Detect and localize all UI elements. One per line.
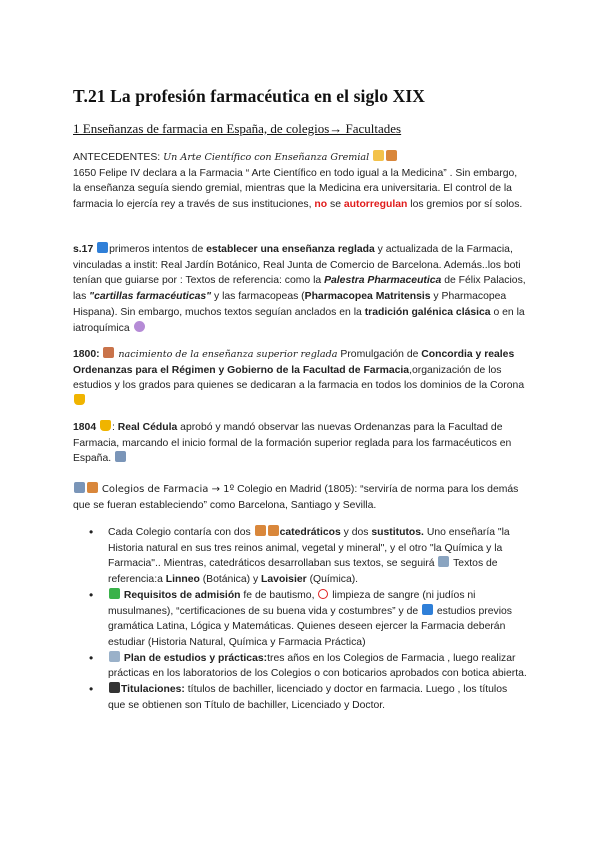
bullet-1-text-3: Uno enseñaría "la Historia natural en sus tres reinos animal, vegetal y mineral", y el otro "la Química y la Farmacia".. Mientras, catedráticos desarrollaban sus textos, se seguirá xyxy=(108,527,510,570)
s17-text-2: y actualizada de la Farmacia, vinculadas a instit: Real Jardín Botánico, Real Junta de Comercio de Barcelona. Además..los boti tenían que guiarse por : Textos de referencia: como la xyxy=(73,244,521,287)
bullet-4-text-1: títulos de bachiller, licenciado y doctor en farmacia. Luego , los títulos que se obtienen son Título de bachiller, Licenciado y Doctor. xyxy=(108,684,508,711)
bullet-1-catedraticos: catedráticos xyxy=(279,527,341,538)
bullet-2-text-2: limpieza de sangre (ni judíos ni musulmanes), “certificaciones de su buena vida y costumbres” y de xyxy=(108,589,476,617)
antecedentes-text-2: se xyxy=(327,199,344,211)
s17-matritensis: Pharmacopea Matritensis xyxy=(304,291,431,303)
bullet-1-text-4: Textos de referencia:a xyxy=(108,558,498,586)
y1804-text-0: : xyxy=(112,422,118,433)
s17-text-5: y Pharmacopea Hispana). Sin embargo, muchos textos seguían anclados en la xyxy=(73,291,507,318)
s17-label: s.17 xyxy=(73,244,94,255)
bullet-2-text-1: fe de bautismo, xyxy=(240,589,318,601)
list-item xyxy=(73,525,527,588)
s17-paragraph xyxy=(73,242,527,336)
antecedentes-paragraph xyxy=(73,150,527,213)
y1800-text-2: ,organización de los estudios y los grados para quienes se dedicaran a la farmacia en todos los dominios de la Corona xyxy=(73,364,525,392)
list-item xyxy=(73,682,527,713)
y1800-label: 1800: xyxy=(73,349,100,360)
teacher-icon xyxy=(386,150,397,161)
check-icon xyxy=(109,588,120,599)
y1800-cursive: nacimiento de la enseñanza superior reglada xyxy=(118,349,338,360)
s17-bold-1: establecer una enseñanza reglada xyxy=(206,244,375,255)
list-item xyxy=(73,651,527,682)
bank-icon xyxy=(74,482,85,493)
bullet-1-text-6: (Química). xyxy=(306,574,359,586)
graduation-cap-icon xyxy=(109,682,120,693)
y1804-label: 1804 xyxy=(73,422,97,433)
crown-icon xyxy=(100,420,111,431)
antecedentes-cursive: Un Arte Científico con Enseñanza Gremial xyxy=(163,152,370,163)
bullet-1-lavoisier: Lavoisier xyxy=(261,574,307,586)
s17-text-1: primeros intentos de xyxy=(109,244,207,255)
bullet-1-sustitutos: sustitutos. xyxy=(371,527,424,538)
s17-cartillas: "cartillas farmacéuticas" xyxy=(89,291,212,303)
s17-text-6: o en la iatroquímica xyxy=(73,306,525,334)
school-icon xyxy=(103,347,114,358)
y1800-concordia: Concordia y reales Ordenanzas para el Régimen y Gobierno de la Facultad de Farmacia xyxy=(73,349,515,376)
y1800-text-1: Promulgación de xyxy=(337,349,422,360)
microscope-icon xyxy=(438,556,449,567)
list-item xyxy=(73,588,527,651)
crown-icon xyxy=(74,394,85,405)
bullet-2-requisitos: Requisitos de admisión xyxy=(123,589,241,601)
bullet-2-text-3: estudios previos gramática Latina, Lógica y Matemáticas. Quienes deseen ejercer la Farmacia deberán estudiar (Historia Natural, Química y Farmacia Práctica) xyxy=(108,605,512,648)
s17-text-3: de Félix Palacios, las xyxy=(73,275,526,303)
colegios-bullet-list xyxy=(73,525,527,713)
s17-galenica: tradición galénica clásica xyxy=(364,306,491,318)
bullet-3-text-1: tres años en los Colegios de Farmacia , luego realizar prácticas en los laboratorios de los Colegios o con boticarios aprobados con botica abierta. xyxy=(108,652,527,680)
s17-text-4: y las farmacopeas ( xyxy=(211,291,305,303)
flask-icon xyxy=(134,321,145,332)
teacher-icon xyxy=(87,482,98,493)
antecedentes-no: no xyxy=(314,199,328,211)
antecedentes-text-1: 1650 Felipe IV declara a la Farmacia “ Arte Científico en todo igual a la Medicina” . Sin embargo, la enseñanza seguía siendo gremial, mientras que la Medicina era universitaria. El control de la farmacia lo ejercía rey a través de sus instituciones, xyxy=(73,167,518,211)
palm-icon xyxy=(373,150,384,161)
bullet-1-text-1: Cada Colegio contaría con dos xyxy=(108,527,254,538)
bank-icon xyxy=(115,451,126,462)
s17-palestra: Palestra Pharmaceutica xyxy=(324,275,442,287)
book-icon xyxy=(97,242,108,253)
open-book-icon xyxy=(109,651,120,662)
bullet-4-titulaciones: Titulaciones: xyxy=(121,684,185,696)
teacher-icon xyxy=(268,525,279,536)
colegios-label: Colegios de Farmacia → 1º xyxy=(101,484,235,495)
page-title: T.21 La profesión farmacéutica en el siglo XIX xyxy=(73,86,425,106)
y1800-paragraph xyxy=(73,347,527,410)
bullet-3-plan: Plan de estudios y prácticas: xyxy=(123,652,268,664)
teacher-icon xyxy=(255,525,266,536)
prohibited-icon xyxy=(318,589,328,599)
antecedentes-label: ANTECEDENTES: xyxy=(73,152,161,163)
y1804-paragraph xyxy=(73,420,527,467)
bullet-1-text-5: (Botánica) y xyxy=(199,574,262,586)
section-subtitle: 1 Enseñanzas de farmacia en España, de colegios→ Facultades xyxy=(73,121,402,136)
colegios-text: Colegio en Madrid (1805): “serviría de norma para los demás que se fueran estableciendo” como Barcelona, Santiago y Sevilla. xyxy=(73,484,519,511)
colegios-paragraph xyxy=(73,482,527,513)
antecedentes-text-3: los gremios por sí solos. xyxy=(407,199,523,211)
book-icon xyxy=(422,604,433,615)
y1804-text-1: aprobó y mandó observar las nuevas Ordenanzas para la Facultad de Farmacia, marcando el inicio formal de la formación superior reglada para los farmacéuticos en España. xyxy=(73,422,512,465)
antecedentes-autorregulan: autorregulan xyxy=(343,199,408,211)
bullet-1-linneo: Linneo xyxy=(165,574,200,586)
y1804-real-cedula: Real Cédula xyxy=(117,422,178,433)
bullet-1-text-2: y dos xyxy=(340,527,372,538)
